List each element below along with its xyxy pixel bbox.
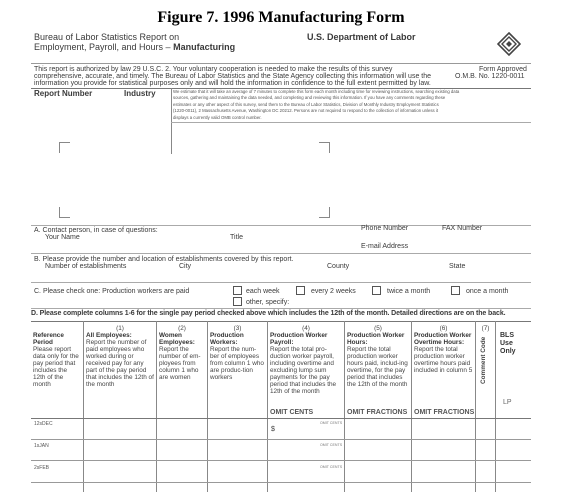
pay-once-a-month-label: once a month [466,288,509,295]
omit-cents-hint: OMIT CENTS [320,421,343,425]
section-a-label: A. Contact person, in case of questions: [34,227,158,234]
form-approved: Form Approved [479,66,527,73]
pay-once-a-month-checkbox[interactable] [451,286,460,295]
your-name-label: Your Name [45,234,80,241]
omit-cents-footer: OMIT CENTS [270,409,314,416]
industry-label: Industry [124,89,156,98]
manufacturing-form [31,32,531,492]
address-window-corner [59,142,70,153]
col-1-all-employees: (1) All Employees: Report the number of paid employees who worked during or received pay for any part of the pay period that includes the 12th of the month [86,325,154,388]
omit-cents-hint: OMIT CENTS [320,443,343,447]
pay-other-checkbox[interactable] [233,297,242,306]
report-number-label: Report Number [34,89,93,98]
lp-label: LP [503,399,512,406]
col-7-comment-code: (7) [481,325,490,332]
omit-cents-hint: OMIT CENTS [320,465,343,469]
pay-other-label: other, specify: [246,299,290,306]
section-c-label: C. Please check one: Production workers are paid [34,288,190,295]
address-window-corner [319,142,330,153]
col-2-women-employees: (2) Women Employees: Report the number of em-ployees from column 1 who are women [159,325,201,381]
agency-line-2-prefix: Employment, Payroll, and Hours – [34,42,171,52]
agency-line-2 [34,42,235,52]
pay-each-week-checkbox[interactable] [233,286,242,295]
all-employees-jan-input[interactable] [84,440,156,460]
department-name: U.S. Department of Labor [307,32,416,42]
address-window-corner [59,207,70,218]
all-employees-dec-input[interactable] [84,419,156,439]
omit-fractions-footer-5: OMIT FRACTIONS [347,409,408,416]
row-label-feb: 2sFEB [34,465,50,471]
section-d-label: D. Please complete columns 1-6 for the single pay period checked above which includes the 12th of the month. Detailed directions are on the back. [31,310,506,317]
dol-logo-icon [497,32,521,56]
bls-use-only: BLS Use Only [500,332,516,355]
notice-line-1: This report is authorized by law 29 U.S.C. 2. Your voluntary cooperation is needed to make the results of this survey [34,66,393,73]
pay-twice-a-month-label: twice a month [387,288,431,295]
figure-caption: Figure 7. 1996 Manufacturing Form [157,9,405,26]
address-window-corner [319,207,330,218]
city-label: City [179,263,192,270]
pay-every-2-weeks-checkbox[interactable] [296,286,305,295]
fax-number-label: FAX Number [442,225,483,232]
num-establishments-label: Number of establishments [45,263,127,270]
all-employees-feb-input[interactable] [84,461,156,482]
col-5-production-worker-hours: (5) Production Worker Hours: Report the total production worker hours paid, includ-ing overtime, for the pay period that includes the 12th of the month [347,325,408,388]
state-label: State [449,263,466,270]
agency-line-1: Bureau of Labor Statistics Report on [34,32,180,42]
col-3-production-workers: (3) Production Workers: Report the num-ber of employees from column 1 who are produc-tion workers [210,325,264,381]
agency-line-2-bold: Manufacturing [173,42,236,52]
comment-code-label: Comment Code [480,336,487,384]
title-label: Title [230,234,243,241]
row-label-jan: 1sJAN [34,443,49,449]
omit-fractions-footer-6: OMIT FRACTIONS [414,409,475,416]
dollar-sign: $ [271,426,275,433]
notice-line-2: comprehensive, accurate, and timely. The Bureau of Labor Statistics and the State Agency collecting this information will use the [34,73,432,80]
col-reference-period: Reference Period Please report data only for the pay period that includes the 12th of the month [33,332,79,388]
omb-number: O.M.B. No. 1220-0011 [455,73,525,80]
county-label: County [327,263,350,270]
col-4-production-worker-payroll: (4) Production Worker Payroll: Report the total pro-duction worker payroll, including overtime and excluding lump sum payments for the pay period that includes the 12th of the month [270,325,337,395]
col-6-overtime-hours: (6) Production Worker Overtime Hours: Report the total production worker overtime hours paid included in column 5 [414,325,473,374]
email-label: E-mail Address [361,243,409,250]
phone-number-label: Phone Number [361,225,409,232]
row-label-dec: 12sDEC [34,421,53,427]
section-b-label: B. Please provide the number and location of establishments covered by this report. [34,256,294,263]
pay-each-week-label: each week [246,288,280,295]
pay-every-2-weeks-label: every 2 weeks [311,288,356,295]
notice-line-3: information you provide for statistical purposes only and will hold the information in confidence to the full extent permitted by law. [34,80,431,87]
pay-twice-a-month-checkbox[interactable] [372,286,381,295]
burden-statement: We estimate that it will take an average of 7 minutes to complete this form each month including time for reviewing instructions, searching existing data sources, gathering and maintaining the data needed, and completing and reviewing this information. If you have any comments regarding these estimates or any other aspect of this survey, send them to the Bureau of Labor Statistics, Division of Monthly Industry Employment Statistics (1220-0011), 2 Massachusetts Avenue, Washington DC 20212. Persons are not required to respond to the collection of information unless it displays a currently valid OMB control number. [173,89,460,120]
